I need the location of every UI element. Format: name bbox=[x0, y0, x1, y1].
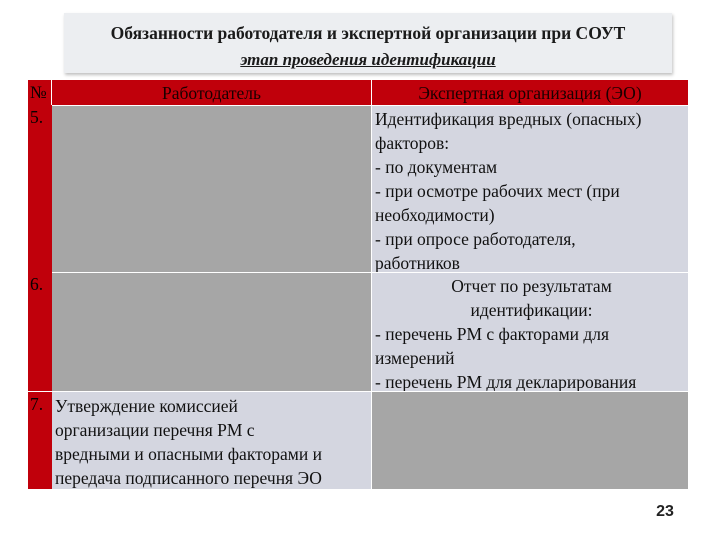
row-6-expert-line: - перечень РМ для декларирования bbox=[375, 372, 637, 391]
row-7-employer-line: вредными и опасными факторами и bbox=[55, 444, 322, 464]
row-6-employer bbox=[52, 272, 372, 391]
header-expert-org: Экспертная организация (ЭО) bbox=[372, 80, 688, 105]
row-5-expert-line: необходимости) bbox=[375, 205, 495, 225]
row-5-expert-line: работников bbox=[375, 253, 460, 272]
row-7-employer-line: передача подписанного перечня ЭО bbox=[55, 468, 322, 488]
slide-title-box bbox=[64, 13, 672, 73]
row-7-employer bbox=[52, 391, 372, 489]
page-number: 23 bbox=[656, 503, 674, 520]
row-5-expert-line: Идентификация вредных (опасных) bbox=[375, 109, 642, 129]
row-7-employer-line: организации перечня РМ с bbox=[55, 420, 255, 440]
row-6-expert-line: измерений bbox=[375, 348, 455, 368]
row-6-expert-line: Отчет по результатам bbox=[451, 276, 612, 296]
row-6-num: 6. bbox=[28, 272, 52, 391]
header-num: № bbox=[28, 80, 52, 105]
row-5-employer bbox=[52, 105, 372, 272]
row-5-expert-line: - по документам bbox=[375, 157, 498, 177]
slide-subtitle: этап проведения идентификации bbox=[240, 50, 496, 69]
row-5-expert-line: - при осмотре рабочих мест (при bbox=[375, 181, 620, 201]
duties-table bbox=[28, 80, 688, 489]
row-6-expert-line: идентификации: bbox=[470, 300, 593, 320]
row-7-employer-line: Утверждение комиссией bbox=[55, 396, 238, 416]
row-7-num: 7. bbox=[28, 391, 52, 489]
row-5-expert bbox=[372, 105, 688, 272]
row-5-expert-line: - при опросе работодателя, bbox=[375, 229, 576, 249]
row-6-expert-line: - перечень РМ с факторами для bbox=[375, 324, 610, 344]
row-5-expert-line: факторов: bbox=[375, 133, 450, 153]
slide-title: Обязанности работодателя и экспертной организации при СОУТ bbox=[110, 23, 626, 43]
row-5-num: 5. bbox=[28, 105, 52, 272]
row-7-expert bbox=[372, 391, 688, 489]
row-6-expert bbox=[372, 272, 688, 391]
header-employer: Работодатель bbox=[52, 80, 372, 105]
